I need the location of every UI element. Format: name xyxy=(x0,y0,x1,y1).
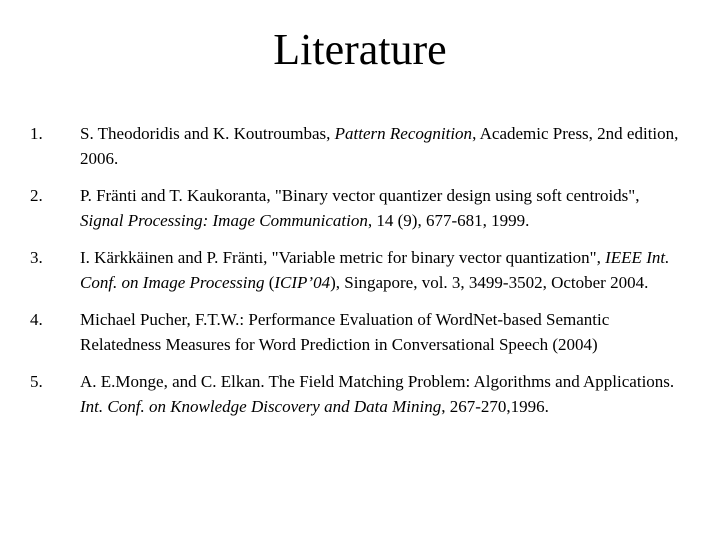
reference-number: 4. xyxy=(30,310,43,329)
reference-text xyxy=(80,310,609,354)
reference-number: 3. xyxy=(30,248,43,267)
reference-italic-segment: Signal Processing: Image Communication xyxy=(80,211,368,230)
reference-segment: P. Fränti and T. Kaukoranta, "Binary vector quantizer design using soft centroids", xyxy=(80,186,640,205)
reference-segment: , Academic Press, 2nd edition, 2006. xyxy=(80,124,679,168)
reference-text xyxy=(80,124,678,168)
reference-segment: , 267-270,1996. xyxy=(441,397,549,416)
slide-title: Literature xyxy=(273,25,447,74)
reference-number: 1. xyxy=(30,124,43,143)
reference-number: 2. xyxy=(30,186,43,205)
reference-segment: , 14 (9), 677‑681, 1999. xyxy=(367,211,530,230)
reference-item xyxy=(0,183,680,233)
reference-item xyxy=(0,121,680,171)
reference-italic-segment: IEEE Int. Conf. on Image Processing xyxy=(80,248,670,292)
reference-text xyxy=(80,248,669,292)
reference-segment: Michael Pucher, F.T.W.: Performance Evaluation of WordNet-based Semantic Relatedness Measures for Word Prediction in Conversational Speech (2004) xyxy=(80,310,610,354)
reference-segment: A. E.Monge, and C. Elkan. The Field Matching Problem: Algorithms and Applications. xyxy=(80,372,675,391)
reference-italic-segment: ICIP’04 xyxy=(274,273,331,292)
reference-item xyxy=(0,245,680,295)
reference-italic-segment: Pattern Recognition xyxy=(334,124,473,143)
reference-segment: ), Singapore, vol. 3, 3499-3502, October 2004. xyxy=(330,273,649,292)
reference-italic-segment: Int. Conf. on Knowledge Discovery and Data Mining xyxy=(80,397,442,416)
reference-text xyxy=(80,186,640,230)
reference-item xyxy=(0,369,680,419)
reference-item xyxy=(0,307,680,357)
reference-text xyxy=(80,372,674,416)
reference-list xyxy=(0,121,720,431)
reference-number: 5. xyxy=(30,372,43,391)
reference-segment: ( xyxy=(264,273,275,292)
reference-segment: S. Theodoridis and K. Koutroumbas, xyxy=(80,124,335,143)
reference-segment: I. Kärkkäinen and P. Fränti, "Variable metric for binary vector quantization", xyxy=(80,248,606,267)
